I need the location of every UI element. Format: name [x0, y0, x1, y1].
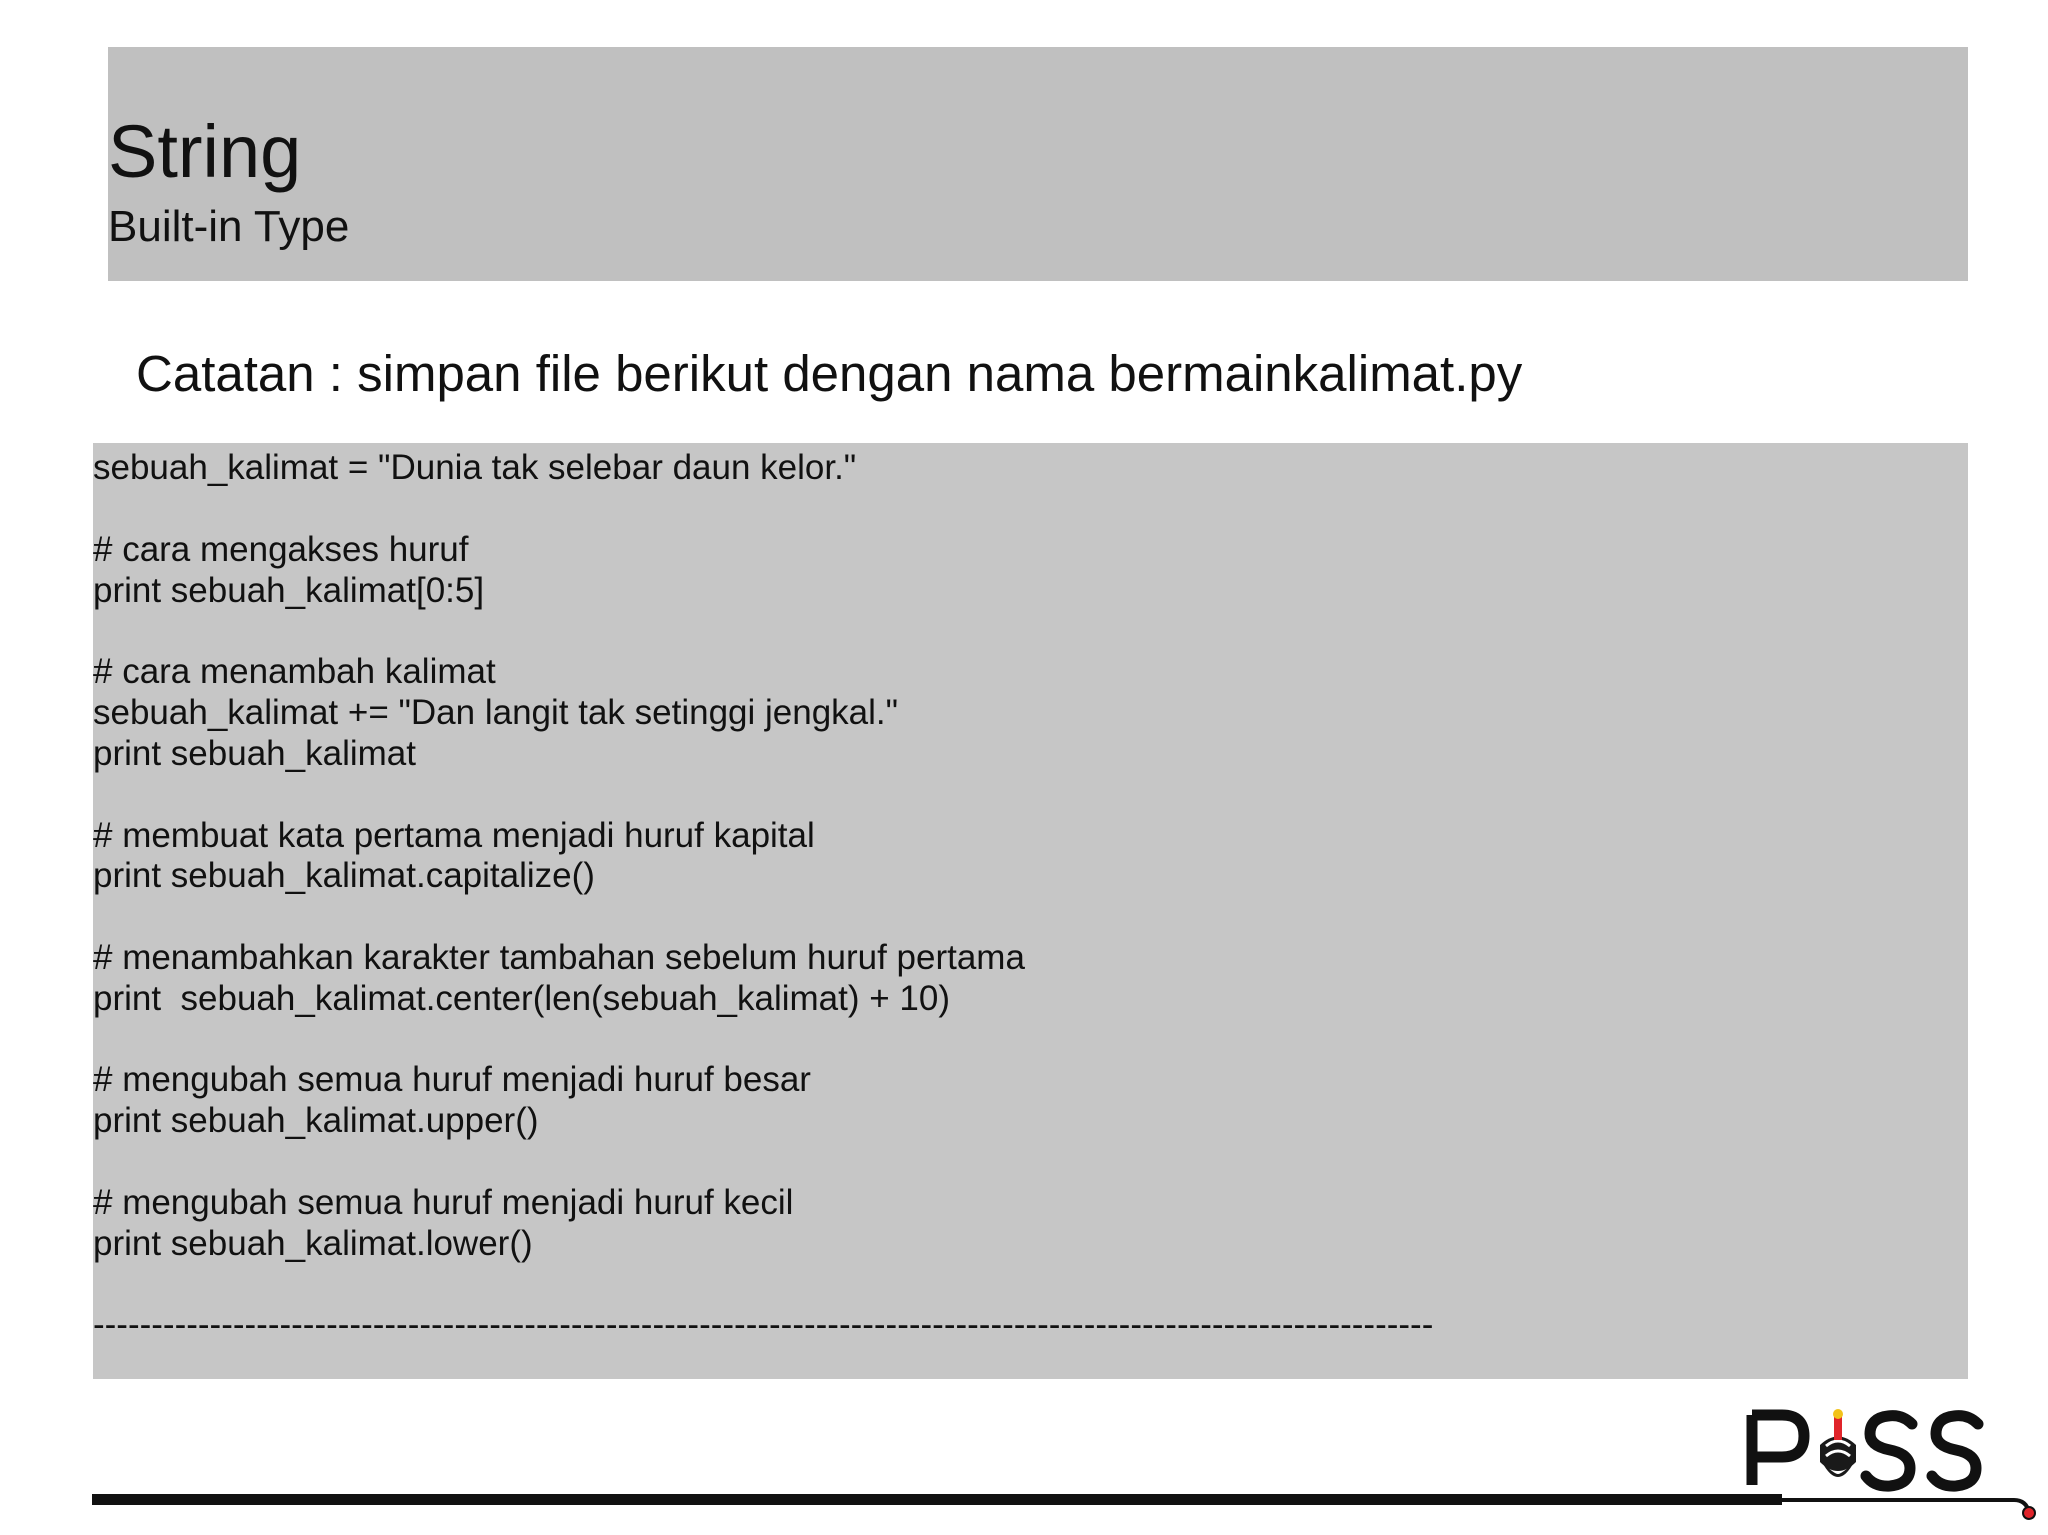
- code-line: print sebuah_kalimat[0:5]: [93, 571, 485, 610]
- footer-rule: [92, 1494, 1782, 1505]
- code-line: print sebuah_kalimat.capitalize(): [93, 856, 595, 895]
- header-band: [108, 47, 1968, 281]
- code-line: # membuat kata pertama menjadi huruf kapital: [93, 816, 815, 855]
- code-line: -------------------------------------------------------------------------------------------------------------------: [93, 1305, 1434, 1344]
- code-line: print sebuah_kalimat: [93, 734, 416, 773]
- code-line: # menambahkan karakter tambahan sebelum huruf pertama: [93, 938, 1025, 977]
- code-line: # mengubah semua huruf menjadi huruf kecil: [93, 1183, 794, 1222]
- poss-logo-icon: [1742, 1400, 2042, 1520]
- poss-emblem-icon: [1820, 1409, 1856, 1477]
- code-line: # mengubah semua huruf menjadi huruf besar: [93, 1060, 811, 1099]
- code-panel: [93, 443, 1968, 1379]
- code-line: print sebuah_kalimat.center(len(sebuah_kalimat) + 10): [93, 979, 950, 1018]
- code-line: print sebuah_kalimat.upper(): [93, 1101, 539, 1140]
- slide-title: String: [108, 110, 302, 193]
- file-note: Catatan : simpan file berikut dengan nama bermainkalimat.py: [136, 345, 1523, 402]
- code-line: # cara mengakses huruf: [93, 530, 469, 569]
- code-line: print sebuah_kalimat.lower(): [93, 1224, 533, 1263]
- slide-subtitle: Built-in Type: [108, 202, 350, 251]
- code-line: sebuah_kalimat = "Dunia tak selebar daun kelor.": [93, 448, 857, 487]
- code-line: sebuah_kalimat += "Dan langit tak setinggi jengkal.": [93, 693, 899, 732]
- poss-logo: [1742, 1400, 2042, 1520]
- code-line: # cara menambah kalimat: [93, 652, 496, 691]
